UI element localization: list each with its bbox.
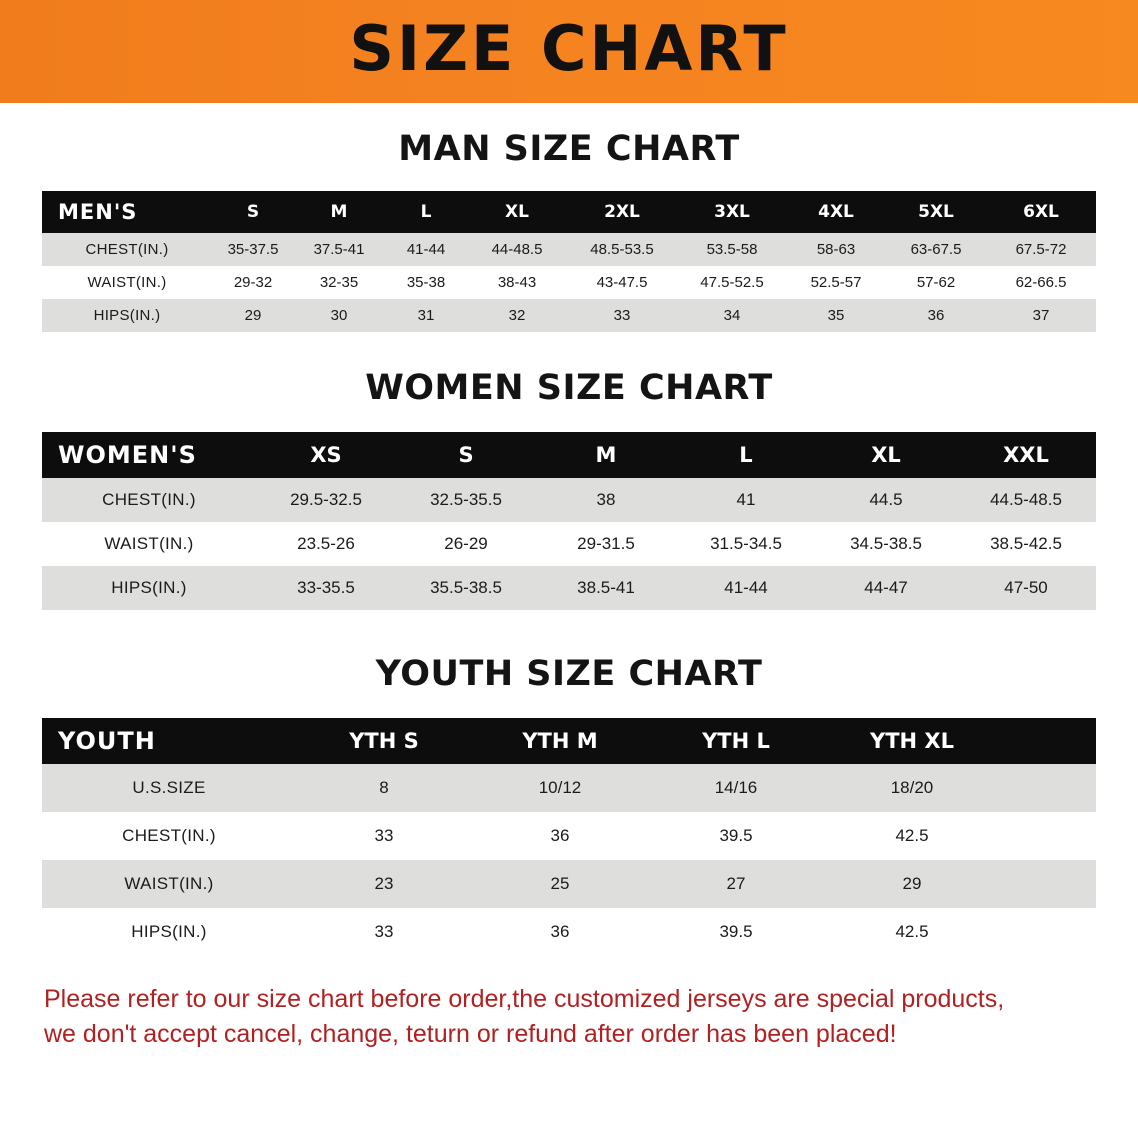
women-row-0-val-2: 38 [536, 478, 676, 522]
women-row-2-label: HIPS(IN.) [42, 566, 256, 610]
men-row-0-val-1: 37.5-41 [294, 233, 384, 266]
men-row-0-label: CHEST(IN.) [42, 233, 212, 266]
youth-col-spacer [1000, 718, 1096, 764]
men-row-1-val-4: 43-47.5 [566, 266, 678, 299]
men-row-0-val-6: 58-63 [786, 233, 886, 266]
youth-col-3: YTH XL [824, 718, 1000, 764]
youth-row-0-val-3: 18/20 [824, 764, 1000, 812]
women-col-1: S [396, 432, 536, 478]
women-section-heading: WOMEN SIZE CHART [365, 368, 773, 408]
men-col-7: 5XL [886, 191, 986, 233]
women-col-4: XL [816, 432, 956, 478]
women-row-2-val-1: 35.5-38.5 [396, 566, 536, 610]
women-col-3: L [676, 432, 816, 478]
youth-row-0-spacer [1000, 764, 1096, 812]
women-row-0-val-3: 41 [676, 478, 816, 522]
youth-row-0-val-0: 8 [296, 764, 472, 812]
table-row [42, 299, 1096, 332]
men-col-8: 6XL [986, 191, 1096, 233]
men-row-1-val-0: 29-32 [212, 266, 294, 299]
table-header-row [42, 432, 1096, 478]
men-row-1-val-5: 47.5-52.5 [678, 266, 786, 299]
men-row-0-val-8: 67.5-72 [986, 233, 1096, 266]
youth-row-1-spacer [1000, 812, 1096, 860]
men-row-0-val-4: 48.5-53.5 [566, 233, 678, 266]
men-row-0-val-0: 35-37.5 [212, 233, 294, 266]
youth-row-0-val-2: 14/16 [648, 764, 824, 812]
men-col-5: 3XL [678, 191, 786, 233]
table-row [42, 764, 1096, 812]
youth-col-1: YTH M [472, 718, 648, 764]
youth-row-2-val-2: 27 [648, 860, 824, 908]
men-row-2-val-0: 29 [212, 299, 294, 332]
man-section-heading: MAN SIZE CHART [398, 129, 740, 169]
order-policy-note-line1: Please refer to our size chart before order,the customized jerseys are special products, [44, 985, 1005, 1013]
women-table-wrap [42, 432, 1096, 610]
page-title: SIZE CHART [349, 11, 789, 85]
men-row-0-val-5: 53.5-58 [678, 233, 786, 266]
women-row-2-val-4: 44-47 [816, 566, 956, 610]
table-row [42, 566, 1096, 610]
women-row-2-val-0: 33-35.5 [256, 566, 396, 610]
youth-row-2-val-1: 25 [472, 860, 648, 908]
youth-corner-label: YOUTH [42, 718, 296, 764]
youth-row-1-val-0: 33 [296, 812, 472, 860]
men-row-0-val-2: 41-44 [384, 233, 468, 266]
youth-col-0: YTH S [296, 718, 472, 764]
youth-table-wrap [42, 718, 1096, 956]
men-row-1-val-6: 52.5-57 [786, 266, 886, 299]
women-row-1-val-1: 26-29 [396, 522, 536, 566]
women-row-2-val-3: 41-44 [676, 566, 816, 610]
men-row-1-val-8: 62-66.5 [986, 266, 1096, 299]
youth-section-heading: YOUTH SIZE CHART [375, 654, 763, 694]
men-row-2-val-4: 33 [566, 299, 678, 332]
women-row-0-val-0: 29.5-32.5 [256, 478, 396, 522]
women-row-2-val-5: 47-50 [956, 566, 1096, 610]
women-row-1-val-3: 31.5-34.5 [676, 522, 816, 566]
women-size-table [42, 432, 1096, 610]
table-header-row [42, 191, 1096, 233]
women-row-0-label: CHEST(IN.) [42, 478, 256, 522]
youth-row-2-val-0: 23 [296, 860, 472, 908]
men-row-0-val-7: 63-67.5 [886, 233, 986, 266]
men-row-2-val-3: 32 [468, 299, 566, 332]
women-row-1-val-5: 38.5-42.5 [956, 522, 1096, 566]
men-row-2-label: HIPS(IN.) [42, 299, 212, 332]
order-policy-note [44, 982, 1094, 1051]
table-row [42, 812, 1096, 860]
men-col-0: S [212, 191, 294, 233]
men-row-1-val-2: 35-38 [384, 266, 468, 299]
table-row [42, 233, 1096, 266]
order-policy-note-line2: we don't accept cancel, change, teturn or refund after order has been placed! [44, 1019, 897, 1048]
youth-row-3-val-0: 33 [296, 908, 472, 956]
table-row [42, 522, 1096, 566]
men-row-2-val-8: 37 [986, 299, 1096, 332]
women-col-0: XS [256, 432, 396, 478]
youth-row-3-spacer [1000, 908, 1096, 956]
men-row-1-val-1: 32-35 [294, 266, 384, 299]
youth-row-3-val-1: 36 [472, 908, 648, 956]
youth-size-table [42, 718, 1096, 956]
women-row-1-label: WAIST(IN.) [42, 522, 256, 566]
women-row-1-val-2: 29-31.5 [536, 522, 676, 566]
men-row-2-val-6: 35 [786, 299, 886, 332]
men-row-1-label: WAIST(IN.) [42, 266, 212, 299]
youth-col-2: YTH L [648, 718, 824, 764]
women-row-0-val-5: 44.5-48.5 [956, 478, 1096, 522]
table-row [42, 266, 1096, 299]
men-row-2-val-2: 31 [384, 299, 468, 332]
youth-row-3-val-3: 42.5 [824, 908, 1000, 956]
women-col-5: XXL [956, 432, 1096, 478]
men-row-2-val-1: 30 [294, 299, 384, 332]
women-corner-label: WOMEN'S [42, 432, 256, 478]
man-table-wrap [42, 191, 1096, 332]
men-row-0-val-3: 44-48.5 [468, 233, 566, 266]
youth-row-1-val-3: 42.5 [824, 812, 1000, 860]
men-row-1-val-7: 57-62 [886, 266, 986, 299]
men-col-6: 4XL [786, 191, 886, 233]
women-col-2: M [536, 432, 676, 478]
youth-row-3-label: HIPS(IN.) [42, 908, 296, 956]
youth-row-2-label: WAIST(IN.) [42, 860, 296, 908]
women-row-1-val-4: 34.5-38.5 [816, 522, 956, 566]
youth-row-1-val-2: 39.5 [648, 812, 824, 860]
women-row-0-val-4: 44.5 [816, 478, 956, 522]
women-row-2-val-2: 38.5-41 [536, 566, 676, 610]
men-col-2: L [384, 191, 468, 233]
men-col-4: 2XL [566, 191, 678, 233]
men-row-1-val-3: 38-43 [468, 266, 566, 299]
youth-row-1-val-1: 36 [472, 812, 648, 860]
youth-row-0-val-1: 10/12 [472, 764, 648, 812]
youth-row-2-val-3: 29 [824, 860, 1000, 908]
youth-row-0-label: U.S.SIZE [42, 764, 296, 812]
men-col-3: XL [468, 191, 566, 233]
men-col-1: M [294, 191, 384, 233]
man-size-table [42, 191, 1096, 332]
page-banner [0, 0, 1138, 103]
table-row [42, 478, 1096, 522]
men-corner-label: MEN'S [42, 191, 212, 233]
women-row-0-val-1: 32.5-35.5 [396, 478, 536, 522]
table-header-row [42, 718, 1096, 764]
youth-row-2-spacer [1000, 860, 1096, 908]
men-row-2-val-7: 36 [886, 299, 986, 332]
table-row [42, 908, 1096, 956]
youth-row-3-val-2: 39.5 [648, 908, 824, 956]
men-row-2-val-5: 34 [678, 299, 786, 332]
youth-row-1-label: CHEST(IN.) [42, 812, 296, 860]
table-row [42, 860, 1096, 908]
women-row-1-val-0: 23.5-26 [256, 522, 396, 566]
